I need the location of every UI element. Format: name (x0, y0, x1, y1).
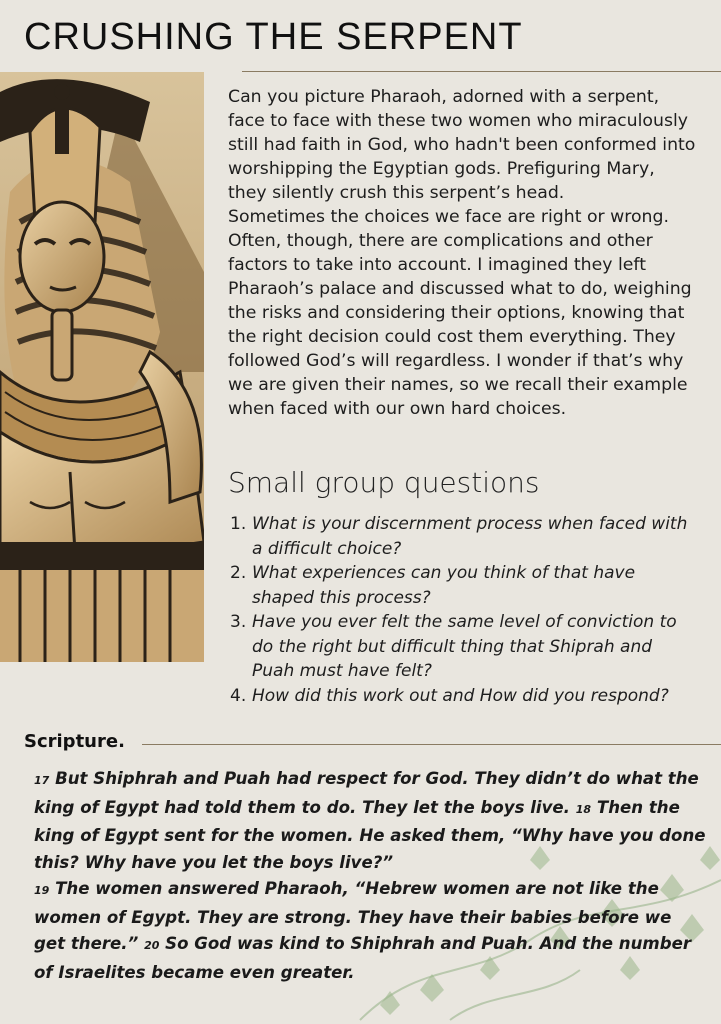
scripture-paragraph (34, 876, 706, 986)
verse-text: The women answered Pharaoh, “Hebrew women are not like the women of Egypt. They are strong. They have their babies before we get there.” (34, 879, 672, 953)
title-divider (242, 71, 721, 72)
page-title: CRUSHING THE SERPENT (24, 16, 523, 58)
verse-number: 20 (144, 939, 160, 952)
scripture-passage (34, 766, 706, 986)
question-text: Have you ever felt the same level of conviction to do the right but difficult thing that Shiprah and Puah must have felt? (252, 612, 677, 681)
questions-heading: Small group questions (228, 466, 540, 499)
body-paragraph: Sometimes the choices we face are right or wrong. Often, though, there are complications and other factors to take into account. I imagined they left Pharaoh’s palace and discussed what to do, weighing the risks and considering their options, knowing that the right decision could cost them everything. They followed God’s will regardless. I wonder if that’s why we are given their names, so we recall their example when faced with our own hard choices. (228, 207, 692, 419)
body-paragraph: Can you picture Pharaoh, adorned with a serpent, face to face with these two women who miraculously still had faith in God, who hadn't been conformed into worshipping the Egyptian gods. Prefiguring Mary, they silently crush this serpent’s head. (228, 87, 696, 203)
question-item (230, 610, 690, 684)
question-number: 2. (230, 563, 247, 583)
question-item (230, 512, 690, 561)
question-item (230, 684, 690, 709)
verse-number: 19 (34, 884, 50, 897)
verse-number: 17 (34, 774, 50, 787)
question-number: 4. (230, 685, 247, 706)
questions-list (230, 512, 690, 708)
scripture-divider (142, 744, 721, 745)
question-number: 3. (230, 612, 247, 632)
scripture-label: Scripture. (24, 731, 125, 752)
question-number: 1. (230, 514, 247, 534)
pharaoh-illustration (0, 72, 204, 662)
scripture-paragraph (34, 766, 706, 876)
question-text: What is your discernment process when faced with a difficult choice? (252, 514, 688, 559)
question-text: What experiences can you think of that have shaped this process? (252, 563, 636, 608)
verse-number: 18 (575, 802, 592, 816)
question-text: How did this work out and How did you respond? (252, 685, 669, 706)
verse-text: Then the king of Egypt sent for the women. He asked them, “Why have you done this? Why have you let the boys live?” (34, 797, 706, 872)
question-item (230, 561, 690, 610)
verse-text: But Shiphrah and Puah had respect for God. They didn’t do what the king of Egypt had told them to do. They let the boys live. (34, 769, 699, 817)
verse-text: So God was kind to Shiphrah and Puah. And the number of Israelites became even greater. (34, 934, 692, 982)
body-text (228, 85, 698, 421)
